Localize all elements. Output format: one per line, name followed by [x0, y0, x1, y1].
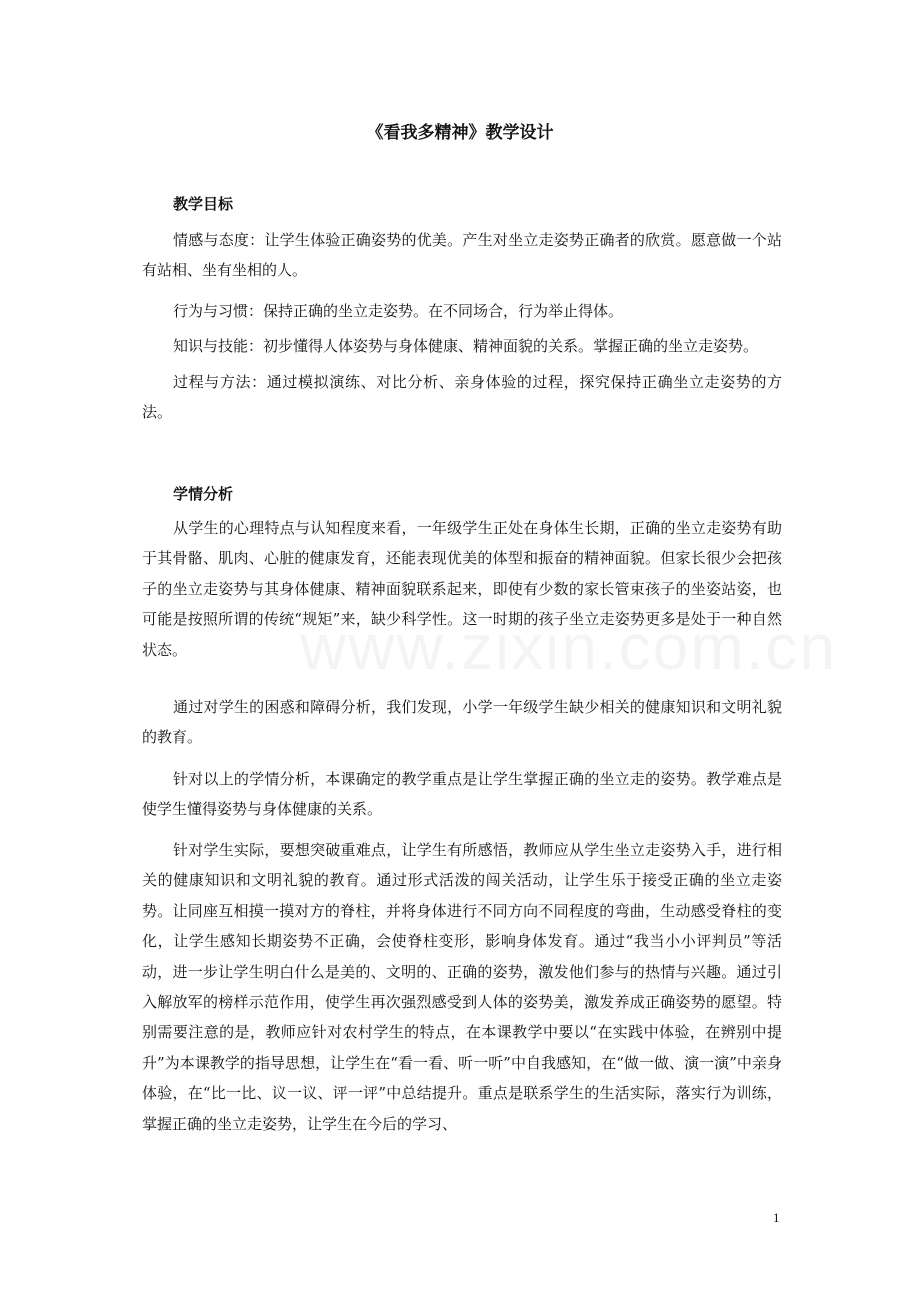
document-title: 《看我多精神》教学设计 [366, 123, 554, 143]
page-number: 1 [773, 1210, 780, 1225]
analysis-paragraph: 针对学生实际，要想突破重难点，让学生有所感悟，教师应从学生坐立走姿势入手，进行相关的健康知识和文明礼貌的教育。通过形式活泼的闯关活动，让学生乐于接受正确的坐立走姿势。让同座互相摸一摸对方的脊柱，并将身体进行不同方向不同程度的弯曲，生动感受脊柱的变化，让学生感知长期姿势不正确，会使脊柱变形，影响身体发育。通过“我当小小评判员”等活动，进一步让学生明白什么是美的、文明的、正确的姿势，激发他们参与的热情与兴趣。通过引入解放军的榜样示范作用，使学生再次强烈感受到人体的姿势美，激发养成正确姿势的愿望。特别需要注意的是，教师应针对农村学生的特点，在本课教学中要以“在实践中体验，在辨别中提升”为本课教学的指导思想，让学生在“看一看、听一听”中自我感知，在“做一做、演一演”中亲身体验，在“比一比、议一议、评一评”中总结提升。重点是联系学生的生活实际，落实行为训练，掌握正确的坐立走姿势，让学生在今后的学习、 [142, 841, 782, 1133]
objective-paragraph: 情感与态度：让学生体验正确姿势的优美。产生对坐立走姿势正确者的欣赏。愿意做一个站有站相、坐有坐相的人。 [142, 231, 782, 280]
section-heading-analysis: 学情分析 [173, 485, 234, 503]
objective-paragraph: 知识与技能：初步懂得人体姿势与身体健康、精神面貌的关系。掌握正确的坐立走姿势。 [173, 337, 759, 355]
objective-paragraph: 过程与方法：通过模拟演练、对比分析、亲身体验的过程，探究保持正确坐立走姿势的方法。 [142, 373, 782, 422]
analysis-paragraph: 从学生的心理特点与认知程度来看，一年级学生正处在身体生长期，正确的坐立走姿势有助于其骨骼、肌肉、心脏的健康发育，还能表现优美的体型和振奋的精神面貌。但家长很少会把孩子的坐立走姿势与其身体健康、精神面貌联系起来，即使有少数的家长管束孩子的坐姿站姿，也可能是按照所谓的传统“规矩”来，缺少科学性。这一时期的孩子坐立走姿势更多是处于一种自然状态。 [142, 519, 782, 659]
section-heading-objectives: 教学目标 [173, 195, 234, 213]
objective-paragraph: 行为与习惯：保持正确的坐立走姿势。在不同场合，行为举止得体。 [173, 302, 624, 320]
analysis-paragraph: 通过对学生的困惑和障碍分析，我们发现，小学一年级学生缺少相关的健康知识和文明礼貌的教育。 [142, 698, 782, 747]
analysis-paragraph: 针对以上的学情分析，本课确定的教学重点是让学生掌握正确的坐立走的姿势。教学难点是使学生懂得姿势与身体健康的关系。 [142, 770, 782, 819]
